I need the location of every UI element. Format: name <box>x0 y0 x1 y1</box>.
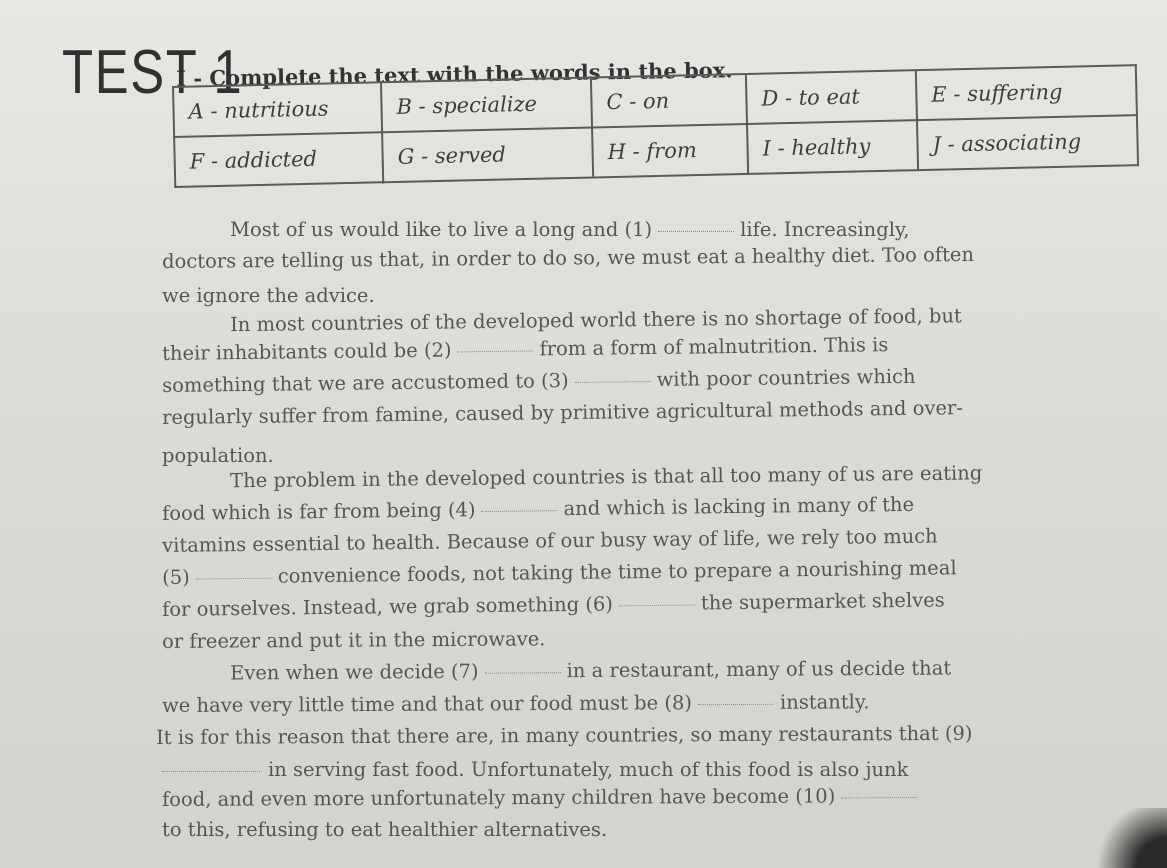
blank-1 <box>658 230 734 232</box>
passage-text: something that we are accustomed to (3) <box>162 369 569 397</box>
passage-line: or freezer and put it in the microwave. <box>162 627 546 653</box>
word-box <box>172 64 1139 188</box>
passage-text: their inhabitants could be (2) <box>162 338 452 365</box>
blank-3 <box>575 380 651 383</box>
word-option-d: D - to eat <box>746 70 917 124</box>
passage-line <box>162 218 910 241</box>
word-option-b: B - specialize <box>381 77 592 132</box>
passage-line: we ignore the advice. <box>162 284 375 307</box>
blank-5 <box>196 577 272 580</box>
word-option-i: I - healthy <box>747 120 918 174</box>
passage-text: we have very little time and that our food must be (8) <box>162 691 693 717</box>
passage-text: (5) <box>162 565 190 589</box>
word-option-f: F - addicted <box>174 132 383 187</box>
passage-line: doctors are telling us that, in order to do so, we must eat a healthy diet. Too often <box>162 242 975 273</box>
passage-line: to this, refusing to eat healthier alternatives. <box>162 818 608 841</box>
passage-line <box>162 656 951 685</box>
passage-text: Most of us would like to live a long and (1) <box>230 218 653 241</box>
passage-line: In most countries of the developed world there is no shortage of food, but <box>229 304 962 337</box>
passage-text: Even when we decide (7) <box>229 659 479 685</box>
passage-line <box>162 279 230 280</box>
passage-line <box>162 758 908 781</box>
passage-text: convenience foods, not taking the time to prepare a nourishing meal <box>277 556 957 588</box>
passage-text: food which is far from being (4) <box>162 498 476 525</box>
word-option-e: E - suffering <box>916 65 1137 120</box>
passage-text: the supermarket shelves <box>700 588 945 615</box>
passage-text: life. Increasingly, <box>740 218 910 241</box>
blank-8 <box>698 703 774 705</box>
passage-text: food, and even more unfortunately many children have become (10) <box>162 784 836 811</box>
passage-text: and which is lacking in many of the <box>563 492 915 521</box>
blank-10 <box>841 796 917 798</box>
blank-9 <box>162 770 262 772</box>
passage-line <box>162 365 916 397</box>
word-option-g: G - served <box>382 127 593 182</box>
passage-text: in a restaurant, many of us decide that <box>566 656 952 683</box>
passage-line <box>162 333 888 365</box>
passage-line: population. <box>162 444 274 467</box>
passage-text: with poor countries which <box>656 364 916 391</box>
passage-line <box>162 690 870 717</box>
word-option-h: H - from <box>592 124 748 178</box>
blank-2 <box>458 349 534 352</box>
passage-text: from a form of malnutrition. This is <box>539 333 889 361</box>
passage-text: instantly. <box>779 690 870 714</box>
blank-7 <box>485 671 561 674</box>
page-title: TEST 1 <box>62 38 244 107</box>
passage-line: regularly suffer from famine, caused by primitive agricultural methods and over- <box>162 396 964 429</box>
passage-text: in serving fast food. Unfortunately, much of this food is also junk <box>268 758 909 781</box>
passage-line <box>162 556 957 589</box>
passage-line: It is for this reason that there are, in many countries, so many restaurants that (9) <box>156 721 973 749</box>
passage-text: for ourselves. Instead, we grab something (6) <box>162 592 614 621</box>
word-option-c: C - on <box>591 74 747 128</box>
word-option-j: J - associating <box>917 115 1138 170</box>
passage-line: The problem in the developed countries is that all too many of us are eating <box>229 461 983 493</box>
blank-4 <box>482 509 558 512</box>
instruction-heading: I - Complete the text with the words in the box. <box>176 57 733 91</box>
photo-shadow <box>1087 808 1167 868</box>
passage-line <box>162 588 945 621</box>
word-option-a: A - nutritious <box>173 82 382 137</box>
passage-line: vitamins essential to health. Because of our busy way of life, we rely too much <box>162 524 938 557</box>
passage-line <box>162 493 914 525</box>
passage-line <box>162 784 923 811</box>
blank-6 <box>619 603 695 606</box>
